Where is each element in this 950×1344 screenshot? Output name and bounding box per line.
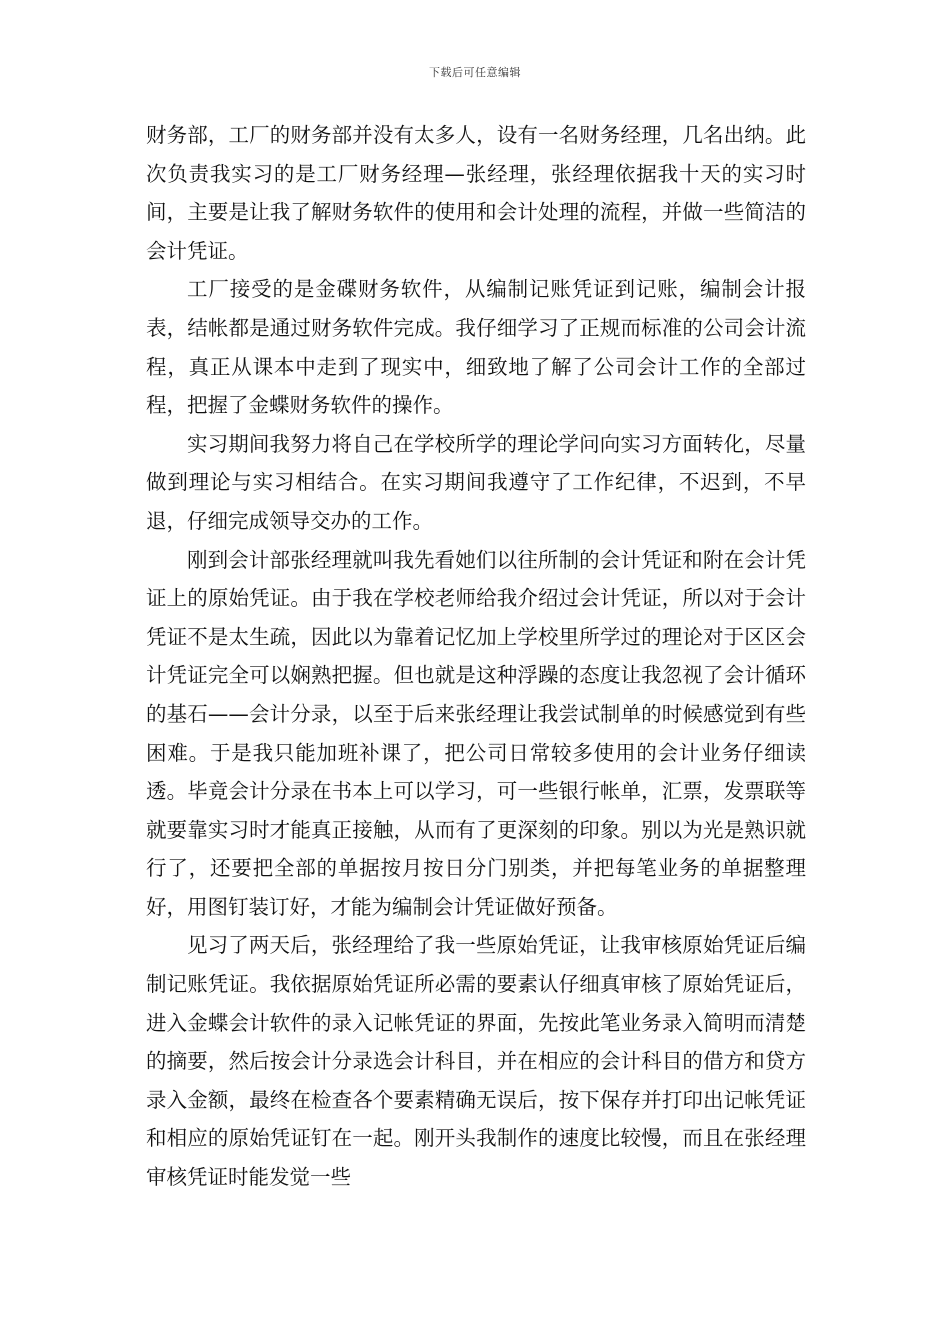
paragraph-3: 实习期间我努力将自己在学校所学的理论学问向实习方面转化，尽量做到理论与实习相结合。在实习期间我遵守了工作纪律，不迟到，不早退，仔细完成领导交办的工作。 xyxy=(146,431,806,533)
page-header: 下载后可任意编辑 xyxy=(429,66,521,79)
paragraph-4: 刚到会计部张经理就叫我先看她们以往所制的会计凭证和附在会计凭证上的原始凭证。由于我在学校老师给我介绍过会计凭证，所以对于会计凭证不是太生疏，因此以为靠着记忆加上学校里所学过的理论对于区区会计凭证完全可以娴熟把握。但也就是这种浮躁的态度让我忽视了会计循环的基石——会计分录，以至于后来张经理让我尝试制单的时候感觉到有些困难。于是我只能加班补课了，把公司日常较多使用的会计业务仔细读透。毕竟会计分录在书本上可以学习，可一些银行帐单，汇票，发票联等就要靠实习时才能真正接触，从而有了更深刻的印象。别以为光是熟识就行了，还要把全部的单据按月按日分门别类，并把每笔业务的单据整理好，用图钉装订好，才能为编制会计凭证做好预备。 xyxy=(146,547,806,919)
paragraph-2: 工厂接受的是金碟财务软件，从编制记账凭证到记账，编制会计报表，结帐都是通过财务软件完成。我仔细学习了正规而标准的公司会计流程，真正从课本中走到了现实中，细致地了解了公司会计工作的全部过程，把握了金蝶财务软件的操作。 xyxy=(146,277,806,418)
paragraph-1: 财务部，工厂的财务部并没有太多人，设有一名财务经理，几名出纳。此次负责我实习的是工厂财务经理—张经理，张经理依据我十天的实习时间，主要是让我了解财务软件的使用和会计处理的流程，并做一些简洁的会计凭证。 xyxy=(146,123,806,263)
document-body xyxy=(146,116,806,1197)
paragraph-5: 见习了两天后，张经理给了我一些原始凭证，让我审核原始凭证后编制记账凭证。我依据原始凭证所必需的要素认仔细真审核了原始凭证后，进入金蝶会计软件的录入记帐凭证的界面，先按此笔业务录入简明而清楚的摘要，然后按会计分录选会计科目，并在相应的会计科目的借方和贷方录入金额，最终在检查各个要素精确无误后，按下保存并打印出记帐凭证和相应的原始凭证钉在一起。刚开头我制作的速度比较慢，而且在张经理审核凭证时能发觉一些 xyxy=(146,933,806,1190)
